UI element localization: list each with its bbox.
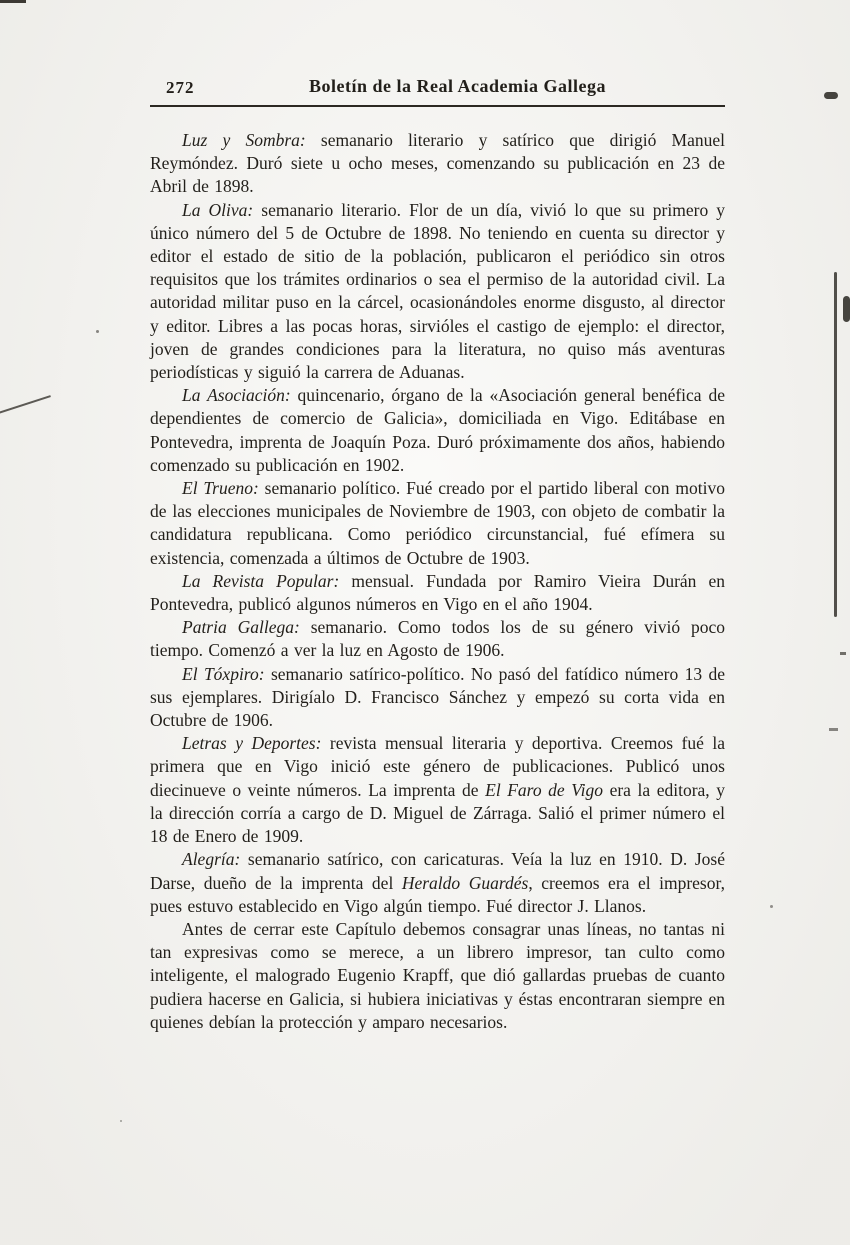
paragraph — [150, 616, 725, 662]
scan-artifact-top-edge — [0, 0, 26, 3]
body-text: era la editora, y la dirección corría a cargo de D. Miguel de Zárraga. Salió el primer número el 18 de Enero de 1909. — [150, 779, 725, 847]
page-content — [150, 76, 725, 1034]
italic-text: El Faro de Vigo — [485, 779, 604, 800]
page-number: 272 — [166, 78, 195, 97]
scan-artifact-right-smudge — [824, 92, 838, 99]
body-text: semanario satírico, con caricaturas. Veía la luz en 1910. D. José Darse, dueño de la imprenta del — [150, 849, 725, 893]
body-text: semanario. Como todos los de su género vivió poco tiempo. Comenzó a ver la luz en Agosto de 1906. — [150, 617, 725, 661]
paragraph — [150, 384, 725, 477]
paragraph — [150, 199, 725, 385]
paragraph — [150, 570, 725, 616]
page-title: Boletín de la Real Academia Gallega — [309, 76, 606, 96]
italic-text: Alegría: — [182, 849, 241, 870]
header-rule — [150, 105, 725, 107]
paragraph — [150, 848, 725, 918]
scan-artifact-speck — [120, 1120, 122, 1122]
scan-artifact-speck — [770, 905, 773, 908]
body-text: revista mensual literaria y deportiva. Creemos fué la primera que en Vigo inició este género de publicaciones. Publicó unos diecinueve o veinte números. La imprenta de — [150, 733, 726, 800]
italic-text: Luz y Sombra: — [182, 130, 306, 150]
text-block — [150, 129, 725, 1034]
body-text: quincenario, órgano de la «Asociación general benéfica de dependientes de comercio de Galicia», domiciliada en Vigo. Editábase en Pontevedra, imprenta de Joaquín Poza. Duró próximamente dos años, habiendo comenzado su publicación en 1902. — [150, 385, 725, 475]
italic-text: Letras y Deportes: — [182, 733, 322, 754]
italic-text: La Oliva: — [182, 199, 254, 220]
body-text: semanario satírico-político. No pasó del fatídico número 13 de sus ejemplares. Dirigíalo D. Francisco Sánchez y empezó su corta vida en Octubre de 1906. — [150, 663, 726, 731]
scan-artifact-right-blob — [843, 296, 850, 322]
paragraph — [150, 918, 725, 1034]
italic-text: La Revista Popular: — [182, 570, 340, 591]
paragraph — [150, 663, 725, 733]
body-text: mensual. Fundada por Ramiro Vieira Durán en Pontevedra, publicó algunos números en Vigo en el año 1904. — [150, 570, 725, 615]
scan-artifact-right-line — [834, 272, 837, 617]
page-header — [150, 76, 725, 102]
paragraph — [150, 129, 725, 199]
body-text: semanario político. Fué creado por el partido liberal con motivo de las elecciones municipales de Noviembre de 1903, con objeto de combatir la candidatura republicana. Como periódico circunstancial, fué efímera su existencia, comenzada a últimos de Octubre de 1903. — [150, 478, 725, 568]
body-text: Antes de cerrar este Capítulo debemos consagrar unas líneas, no tantas ni tan expresivas como se merece, a un librero impresor, tan culto como inteligente, el malogrado Eugenio Krapff, que dió gallardas pruebas de cuanto pudiera hacerse en Galicia, si hubiera iniciativas y éstas encontraran siempre en quienes debían la protección y amparo necesarios. — [150, 918, 725, 1032]
scan-artifact-speck — [96, 330, 99, 333]
body-text: semanario literario. Flor de un día, vivió lo que su primero y único número del 5 de Octubre de 1898. No teniendo en cuenta su director y editor el estado de sitio de la población, publicaron el periódico sin otros requisitos que los trámites ordinarios o sea el permiso de la autoridad civil. La autoridad militar puso en la cárcel, ocasionándoles enorme disgusto, al director y editor. Libres a las pocas horas, sirvióles el castigo de ejemplo: el director, joven de grandes condiciones para la literatura, no quiso más aventuras periodísticas y siguió la carrera de Aduanas. — [150, 199, 725, 383]
italic-text: La Asociación: — [182, 385, 291, 406]
italic-text: El Trueno: — [182, 478, 259, 499]
body-text: , creemos era el impresor, pues estuvo establecido en Vigo algún tiempo. Fué director J. Llanos. — [150, 872, 725, 916]
scan-artifact-right-dash — [829, 728, 838, 731]
scan-artifact-right-dash — [840, 652, 846, 655]
scan-artifact-left-diagonal — [0, 395, 51, 415]
body-text: semanario literario y satírico que dirigió Manuel Reymóndez. Duró siete u ocho meses, comenzando su publicación en 23 de Abril de 1898. — [150, 130, 725, 197]
italic-text: Heraldo Guardés — [401, 872, 529, 893]
italic-text: El Tóxpiro: — [182, 663, 265, 684]
paragraph — [150, 732, 725, 848]
paragraph — [150, 477, 725, 570]
italic-text: Patria Gallega: — [182, 617, 300, 638]
